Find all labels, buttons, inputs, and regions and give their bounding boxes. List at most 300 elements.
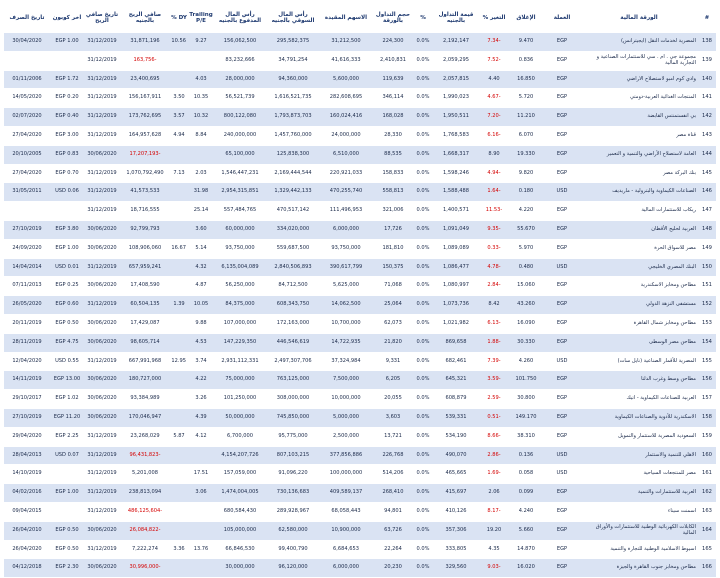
table-row[interactable] — [4, 239, 716, 258]
cell-security-name[interactable]: المنتجات الغذائية العربية-دومتي — [580, 89, 698, 108]
cell-security-name[interactable]: العربية للاستثمارات والتنمية — [580, 484, 698, 503]
cell-trade-volume: 9,331 — [372, 352, 414, 371]
cell-trade-value: 1,021,982 — [432, 314, 480, 333]
cell-currency: EGP — [544, 89, 580, 108]
cell-profit-date: 31/12/2019 — [84, 465, 120, 484]
cell-pe: 4.53 — [188, 333, 214, 352]
cell-trade-volume: 94,801 — [372, 502, 414, 521]
cell-pe: 10.32 — [188, 108, 214, 127]
cell-listed-shares: 41,616,333 — [320, 51, 372, 70]
cell-market-cap: 1,457,760,000 — [266, 126, 320, 145]
cell-net-profit: 7,222,274 — [120, 540, 170, 559]
cell-change: 4.40 — [480, 70, 508, 89]
cell-last-coupon: EGP 1.00 — [50, 484, 84, 503]
cell-dy — [170, 521, 188, 540]
cell-listed-shares: 2,500,000 — [320, 427, 372, 446]
cell-security-name[interactable]: ريكاب للاستثمارات المالية — [580, 202, 698, 221]
cell-index: 157 — [698, 390, 716, 409]
cell-profit-date: 31/12/2019 — [84, 70, 120, 89]
cell-pct: 0.0% — [414, 258, 432, 277]
cell-net-profit: 108,906,060 — [120, 239, 170, 258]
cell-pay-date: 31/05/2011 — [4, 183, 50, 202]
cell-change: -2.86 — [480, 446, 508, 465]
cell-market-cap: 446,546,619 — [266, 333, 320, 352]
cell-change: 8.90 — [480, 145, 508, 164]
cell-security-name[interactable]: مصر للمنتجعات السياحية — [580, 465, 698, 484]
cell-trade-value: 2,059,295 — [432, 51, 480, 70]
cell-trade-volume: 62,073 — [372, 314, 414, 333]
cell-last-coupon: EGP 0.60 — [50, 296, 84, 315]
cell-listed-shares: 5,000,000 — [320, 408, 372, 427]
cell-pay-date: 29/10/2017 — [4, 390, 50, 409]
cell-security-name[interactable]: وادي كوم امبو لاستصلاح الاراضي — [580, 70, 698, 89]
cell-change: -7.39 — [480, 352, 508, 371]
table-row[interactable] — [4, 427, 716, 446]
cell-trade-volume: 17,726 — [372, 220, 414, 239]
cell-security-name[interactable]: الكابلات الكهربائية الوطنية للاستثمارات والأوراق المالية — [580, 521, 698, 540]
cell-dy: 16.67 — [170, 239, 188, 258]
cell-market-cap: 289,928,967 — [266, 502, 320, 521]
table-row[interactable] — [4, 108, 716, 127]
cell-pe: 4.39 — [188, 408, 214, 427]
cell-pay-date: 27/04/2020 — [4, 164, 50, 183]
cell-close: 0.180 — [508, 183, 544, 202]
cell-pct: 0.0% — [414, 540, 432, 559]
cell-security-name[interactable]: قناة مصر — [580, 126, 698, 145]
table-row[interactable] — [4, 183, 716, 202]
cell-paid-capital: 66,846,530 — [214, 540, 266, 559]
header-col-currency[interactable]: العملة — [544, 3, 580, 33]
cell-pe — [188, 446, 214, 465]
cell-paid-capital: 157,059,000 — [214, 465, 266, 484]
cell-dy: 5.87 — [170, 427, 188, 446]
cell-net-profit: 31,871,196 — [120, 33, 170, 51]
cell-trade-volume: 181,810 — [372, 239, 414, 258]
cell-listed-shares: 7,500,000 — [320, 371, 372, 390]
cell-trade-volume: 268,410 — [372, 484, 414, 503]
table-row[interactable] — [4, 333, 716, 352]
cell-dy: 12.95 — [170, 352, 188, 371]
cell-last-coupon: EGP 0.83 — [50, 145, 84, 164]
cell-paid-capital: 50,000,000 — [214, 408, 266, 427]
cell-security-name[interactable]: المصرية لخدمات النقل (ايجيترانس) — [580, 33, 698, 51]
cell-paid-capital: 84,375,000 — [214, 296, 266, 315]
cell-listed-shares: 6,684,653 — [320, 540, 372, 559]
table-body — [4, 33, 716, 578]
cell-change: -4.67 — [480, 89, 508, 108]
cell-index: 164 — [698, 521, 716, 540]
cell-profit-date: 31/12/2019 — [84, 502, 120, 521]
cell-pe: 3.26 — [188, 390, 214, 409]
cell-last-coupon: EGP 3.00 — [50, 126, 84, 145]
cell-security-name[interactable]: المصرية للأقمار الصناعية (نايل سات) — [580, 352, 698, 371]
cell-close: 15.060 — [508, 277, 544, 296]
cell-change: -6.16 — [480, 126, 508, 145]
cell-pct: 0.0% — [414, 108, 432, 127]
cell-index: 139 — [698, 51, 716, 70]
cell-close: 5.720 — [508, 89, 544, 108]
cell-trade-value: 539,331 — [432, 408, 480, 427]
table-row[interactable] — [4, 296, 716, 315]
cell-trade-value: 415,697 — [432, 484, 480, 503]
table-row[interactable] — [4, 126, 716, 145]
header-col-index[interactable]: # — [698, 3, 716, 33]
cell-profit-date: 30/06/2020 — [84, 239, 120, 258]
cell-last-coupon: EGP 13.00 — [50, 371, 84, 390]
cell-close: 4.260 — [508, 352, 544, 371]
header-col-net-profit[interactable]: صافي الربح بالجنيه — [120, 3, 170, 33]
table-row[interactable] — [4, 277, 716, 296]
cell-close: 16.090 — [508, 314, 544, 333]
cell-index: 154 — [698, 333, 716, 352]
table-row[interactable] — [4, 390, 716, 409]
cell-paid-capital: 156,062,500 — [214, 33, 266, 51]
cell-pct: 0.0% — [414, 484, 432, 503]
cell-profit-date: 31/12/2019 — [84, 540, 120, 559]
cell-last-coupon: USD 0.01 — [50, 258, 84, 277]
cell-pct: 0.0% — [414, 202, 432, 221]
header-col-market-cap[interactable]: رأس المال السوقي بالجنيه — [266, 3, 320, 33]
table-row[interactable] — [4, 145, 716, 164]
table-header-row — [4, 3, 716, 33]
cell-trade-volume: 226,768 — [372, 446, 414, 465]
table-row[interactable] — [4, 484, 716, 503]
cell-close: 30.800 — [508, 390, 544, 409]
cell-security-name[interactable]: اسمنت سيناء — [580, 502, 698, 521]
cell-listed-shares: 10,700,000 — [320, 314, 372, 333]
cell-net-profit: 1,070,792,490 — [120, 164, 170, 183]
cell-security-name[interactable]: الصناعات الكيماوية والبترولية - ماريديف — [580, 183, 698, 202]
cell-profit-date: 31/12/2019 — [84, 258, 120, 277]
cell-security-name[interactable]: الاسكندرية للأدوية والصناعات الكيماوية — [580, 408, 698, 427]
cell-currency: EGP — [544, 314, 580, 333]
cell-profit-date: 31/12/2019 — [84, 164, 120, 183]
cell-close: 9.470 — [508, 33, 544, 51]
cell-pe: 31.98 — [188, 183, 214, 202]
cell-security-name[interactable]: الاهلي للتنمية والاستثمار — [580, 446, 698, 465]
cell-currency: EGP — [544, 202, 580, 221]
cell-trade-value: 1,768,583 — [432, 126, 480, 145]
cell-index: 142 — [698, 108, 716, 127]
cell-trade-volume: 119,639 — [372, 70, 414, 89]
cell-index: 140 — [698, 70, 716, 89]
cell-change: 8.42 — [480, 296, 508, 315]
cell-currency: EGP — [544, 220, 580, 239]
cell-trade-volume: 21,820 — [372, 333, 414, 352]
cell-trade-value: 1,668,317 — [432, 145, 480, 164]
cell-net-profit: 164,957,628 — [120, 126, 170, 145]
cell-dy: 3.36 — [170, 540, 188, 559]
table-row[interactable] — [4, 70, 716, 89]
cell-index: 166 — [698, 559, 716, 578]
cell-security-name[interactable]: السعودية المصرية للاستثمار والتمويل — [580, 427, 698, 446]
cell-trade-volume: 63,726 — [372, 521, 414, 540]
cell-security-name[interactable]: مطاحن ومخابز شمال القاهرة — [580, 314, 698, 333]
table-row[interactable] — [4, 33, 716, 51]
cell-change: -0.51 — [480, 408, 508, 427]
cell-pe — [188, 559, 214, 578]
cell-close: 101.750 — [508, 371, 544, 390]
cell-trade-volume: 22,264 — [372, 540, 414, 559]
cell-close: 16.850 — [508, 70, 544, 89]
header-col-pct[interactable]: % — [414, 3, 432, 33]
cell-paid-capital: 28,000,000 — [214, 70, 266, 89]
cell-index: 155 — [698, 352, 716, 371]
cell-security-name[interactable]: مصر للاسواق الحرة — [580, 239, 698, 258]
cell-close: 0.058 — [508, 465, 544, 484]
cell-change: -7.52 — [480, 51, 508, 70]
cell-close: 19.330 — [508, 145, 544, 164]
cell-dy: 3.50 — [170, 89, 188, 108]
cell-net-profit: 170,046,947 — [120, 408, 170, 427]
cell-dy: 10.56 — [170, 33, 188, 51]
table-row[interactable] — [4, 540, 716, 559]
table-row[interactable] — [4, 314, 716, 333]
header-col-pe[interactable]: Trailing P/E — [188, 3, 214, 33]
cell-pct: 0.0% — [414, 352, 432, 371]
cell-security-name[interactable]: مطاحن ومخابز الاسكندرية — [580, 277, 698, 296]
cell-net-profit: 93,384,989 — [120, 390, 170, 409]
cell-listed-shares: 377,856,886 — [320, 446, 372, 465]
cell-close: 5.970 — [508, 239, 544, 258]
cell-market-cap: 763,125,000 — [266, 371, 320, 390]
cell-profit-date: 31/12/2019 — [84, 126, 120, 145]
cell-pe: 2.03 — [188, 164, 214, 183]
cell-pe: 4.03 — [188, 70, 214, 89]
cell-trade-volume: 25,064 — [372, 296, 414, 315]
cell-close: 38.310 — [508, 427, 544, 446]
cell-last-coupon: EGP 0.50 — [50, 521, 84, 540]
cell-pe: 9.88 — [188, 314, 214, 333]
cell-trade-volume: 13,721 — [372, 427, 414, 446]
cell-market-cap: 125,838,300 — [266, 145, 320, 164]
cell-index: 138 — [698, 33, 716, 51]
cell-dy — [170, 371, 188, 390]
cell-paid-capital: 56,250,000 — [214, 277, 266, 296]
cell-currency: USD — [544, 183, 580, 202]
cell-security-name[interactable]: البنك المصري الخليجي — [580, 258, 698, 277]
cell-security-name[interactable]: مطاحن ومخابز جنوب القاهرة والجيزة — [580, 559, 698, 578]
cell-security-name[interactable]: مطاحن وسط وغرب الدلتا — [580, 371, 698, 390]
cell-pct: 0.0% — [414, 164, 432, 183]
cell-profit-date: 31/12/2019 — [84, 108, 120, 127]
cell-paid-capital: 6,135,004,089 — [214, 258, 266, 277]
cell-pct: 0.0% — [414, 70, 432, 89]
cell-pe: 13.76 — [188, 540, 214, 559]
cell-profit-date: 30/06/2020 — [84, 408, 120, 427]
cell-pct: 0.0% — [414, 502, 432, 521]
cell-last-coupon: EGP 2.30 — [50, 559, 84, 578]
cell-paid-capital: 56,521,739 — [214, 89, 266, 108]
cell-close: 149.170 — [508, 408, 544, 427]
cell-index: 162 — [698, 484, 716, 503]
cell-security-name[interactable]: مطاحن مصر الوسطى — [580, 333, 698, 352]
cell-pct: 0.0% — [414, 408, 432, 427]
cell-dy — [170, 145, 188, 164]
cell-currency: EGP — [544, 540, 580, 559]
cell-security-name[interactable]: بي انفستمنتس القابضة — [580, 108, 698, 127]
cell-dy — [170, 202, 188, 221]
cell-pe: 5.14 — [188, 239, 214, 258]
cell-paid-capital: 557,484,765 — [214, 202, 266, 221]
cell-last-coupon: USD 0.55 — [50, 352, 84, 371]
table-row[interactable] — [4, 202, 716, 221]
cell-profit-date: 30/06/2020 — [84, 371, 120, 390]
table-row[interactable] — [4, 521, 716, 540]
cell-trade-value: 1,400,571 — [432, 202, 480, 221]
header-col-close[interactable]: الإغلاق — [508, 3, 544, 33]
cell-paid-capital: 75,000,000 — [214, 371, 266, 390]
header-col-paid-capital[interactable]: رأس المال المدفوع بالجنيه — [214, 3, 266, 33]
cell-currency: EGP — [544, 277, 580, 296]
cell-pe: 3.60 — [188, 220, 214, 239]
cell-dy — [170, 51, 188, 70]
cell-pay-date: 12/04/2020 — [4, 352, 50, 371]
cell-net-profit: 173,762,695 — [120, 108, 170, 127]
cell-pay-date: 28/11/2019 — [4, 333, 50, 352]
cell-index: 150 — [698, 258, 716, 277]
cell-close: 9.820 — [508, 164, 544, 183]
cell-dy — [170, 333, 188, 352]
cell-pct: 0.0% — [414, 521, 432, 540]
cell-pe: 4.22 — [188, 371, 214, 390]
cell-pay-date: 20/10/2005 — [4, 145, 50, 164]
cell-net-profit: 5,201,008 — [120, 465, 170, 484]
cell-trade-volume: 168,028 — [372, 108, 414, 127]
table-row[interactable] — [4, 352, 716, 371]
cell-trade-value: 1,089,089 — [432, 239, 480, 258]
cell-trade-volume: 150,375 — [372, 258, 414, 277]
header-col-security[interactable]: الورقة المالية — [580, 3, 698, 33]
cell-security-name[interactable]: مستشفى النزهة الدولي — [580, 296, 698, 315]
table-row[interactable] — [4, 258, 716, 277]
cell-trade-value: 2,192,147 — [432, 33, 480, 51]
cell-pay-date: 01/11/2006 — [4, 70, 50, 89]
cell-index: 146 — [698, 183, 716, 202]
header-col-last-coupon[interactable]: اخر كوبون — [50, 3, 84, 33]
table-row[interactable] — [4, 446, 716, 465]
cell-pe: 4.32 — [188, 258, 214, 277]
cell-last-coupon: EGP 1.72 — [50, 70, 84, 89]
cell-currency: EGP — [544, 33, 580, 51]
cell-close: 0.099 — [508, 484, 544, 503]
cell-security-name[interactable]: مجموعة جي . ام . سي للاستثمارات الصناعية و التجارية المالية — [580, 51, 698, 70]
cell-pay-date: 27/10/2019 — [4, 220, 50, 239]
cell-pay-date: 24/09/2020 — [4, 239, 50, 258]
table-row[interactable] — [4, 164, 716, 183]
table-row[interactable] — [4, 465, 716, 484]
cell-pay-date: 28/04/2013 — [4, 446, 50, 465]
header-col-pay-date[interactable]: تاريخ الصرف — [4, 3, 50, 33]
cell-pe — [188, 502, 214, 521]
cell-trade-value: 1,598,246 — [432, 164, 480, 183]
cell-close: 11.210 — [508, 108, 544, 127]
table-row[interactable] — [4, 559, 716, 578]
table-row[interactable] — [4, 89, 716, 108]
cell-index: 148 — [698, 220, 716, 239]
cell-paid-capital: 93,750,000 — [214, 239, 266, 258]
cell-index: 165 — [698, 540, 716, 559]
cell-listed-shares: 10,000,000 — [320, 390, 372, 409]
cell-net-profit: -96,431,823 — [120, 446, 170, 465]
cell-market-cap: 95,775,000 — [266, 427, 320, 446]
header-col-value[interactable]: قيمة التداول بالجنيه — [432, 3, 480, 33]
cell-pay-date: 14/10/2019 — [4, 465, 50, 484]
cell-change: -8.17 — [480, 502, 508, 521]
cell-pe: 4.12 — [188, 427, 214, 446]
cell-listed-shares: 409,589,137 — [320, 484, 372, 503]
table-row[interactable] — [4, 502, 716, 521]
cell-trade-value: 1,588,488 — [432, 183, 480, 202]
cell-currency: EGP — [544, 502, 580, 521]
cell-last-coupon: EGP 0.25 — [50, 277, 84, 296]
cell-pe: 4.87 — [188, 277, 214, 296]
cell-profit-date: 30/06/2020 — [84, 559, 120, 578]
cell-change: -1.88 — [480, 333, 508, 352]
header-col-change[interactable]: التغير % — [480, 3, 508, 33]
cell-pay-date: 02/07/2020 — [4, 108, 50, 127]
cell-pct: 0.0% — [414, 51, 432, 70]
cell-trade-value: 645,321 — [432, 371, 480, 390]
cell-close: 43.260 — [508, 296, 544, 315]
cell-security-name[interactable]: العربية لحليج الأقطان — [580, 220, 698, 239]
cell-pay-date: 20/11/2019 — [4, 314, 50, 333]
cell-last-coupon — [50, 202, 84, 221]
cell-market-cap: 2,840,506,893 — [266, 258, 320, 277]
cell-pct: 0.0% — [414, 126, 432, 145]
header-col-volume[interactable]: حجم التداول بالورقة — [372, 3, 414, 33]
cell-currency: USD — [544, 258, 580, 277]
header-col-profit-date[interactable]: تاريخ صافي الربح — [84, 3, 120, 33]
cell-pe: 9.27 — [188, 33, 214, 51]
cell-pe: 3.74 — [188, 352, 214, 371]
table-row[interactable] — [4, 408, 716, 427]
cell-trade-volume: 346,114 — [372, 89, 414, 108]
cell-dy — [170, 390, 188, 409]
cell-dy — [170, 258, 188, 277]
cell-trade-volume: 514,206 — [372, 465, 414, 484]
cell-index: 151 — [698, 277, 716, 296]
header-col-dy[interactable]: DY % — [170, 3, 188, 33]
cell-listed-shares: 24,000,000 — [320, 126, 372, 145]
cell-market-cap: 608,343,750 — [266, 296, 320, 315]
cell-security-name[interactable]: اسيوط الاسلامية الوطنية للتجارة والتنمية — [580, 540, 698, 559]
cell-dy — [170, 183, 188, 202]
cell-dy — [170, 277, 188, 296]
cell-profit-date: 30/06/2020 — [84, 390, 120, 409]
stock-table — [4, 3, 716, 578]
cell-trade-volume: 28,330 — [372, 126, 414, 145]
cell-paid-capital: 147,229,350 — [214, 333, 266, 352]
cell-close: 5.660 — [508, 521, 544, 540]
cell-last-coupon: EGP 0.20 — [50, 89, 84, 108]
table-row[interactable] — [4, 220, 716, 239]
cell-net-profit: -486,125,604 — [120, 502, 170, 521]
cell-listed-shares: 6,510,000 — [320, 145, 372, 164]
cell-pay-date — [4, 51, 50, 70]
cell-listed-shares: 93,750,000 — [320, 239, 372, 258]
cell-net-profit: 92,799,793 — [120, 220, 170, 239]
table-row[interactable] — [4, 51, 716, 70]
cell-security-name[interactable]: العامة لاستصلاح الأراضي والتنمية و التعمير — [580, 145, 698, 164]
table-row[interactable] — [4, 371, 716, 390]
cell-security-name[interactable]: بنك البركة مصر — [580, 164, 698, 183]
cell-net-profit: 667,991,968 — [120, 352, 170, 371]
cell-security-name[interactable]: العربية للصناعات الكيماوية - اتيك — [580, 390, 698, 409]
header-col-listed-shares[interactable]: الاسهم المقيدة — [320, 3, 372, 33]
cell-net-profit: -30,996,000 — [120, 559, 170, 578]
cell-pay-date: 26/04/2010 — [4, 521, 50, 540]
